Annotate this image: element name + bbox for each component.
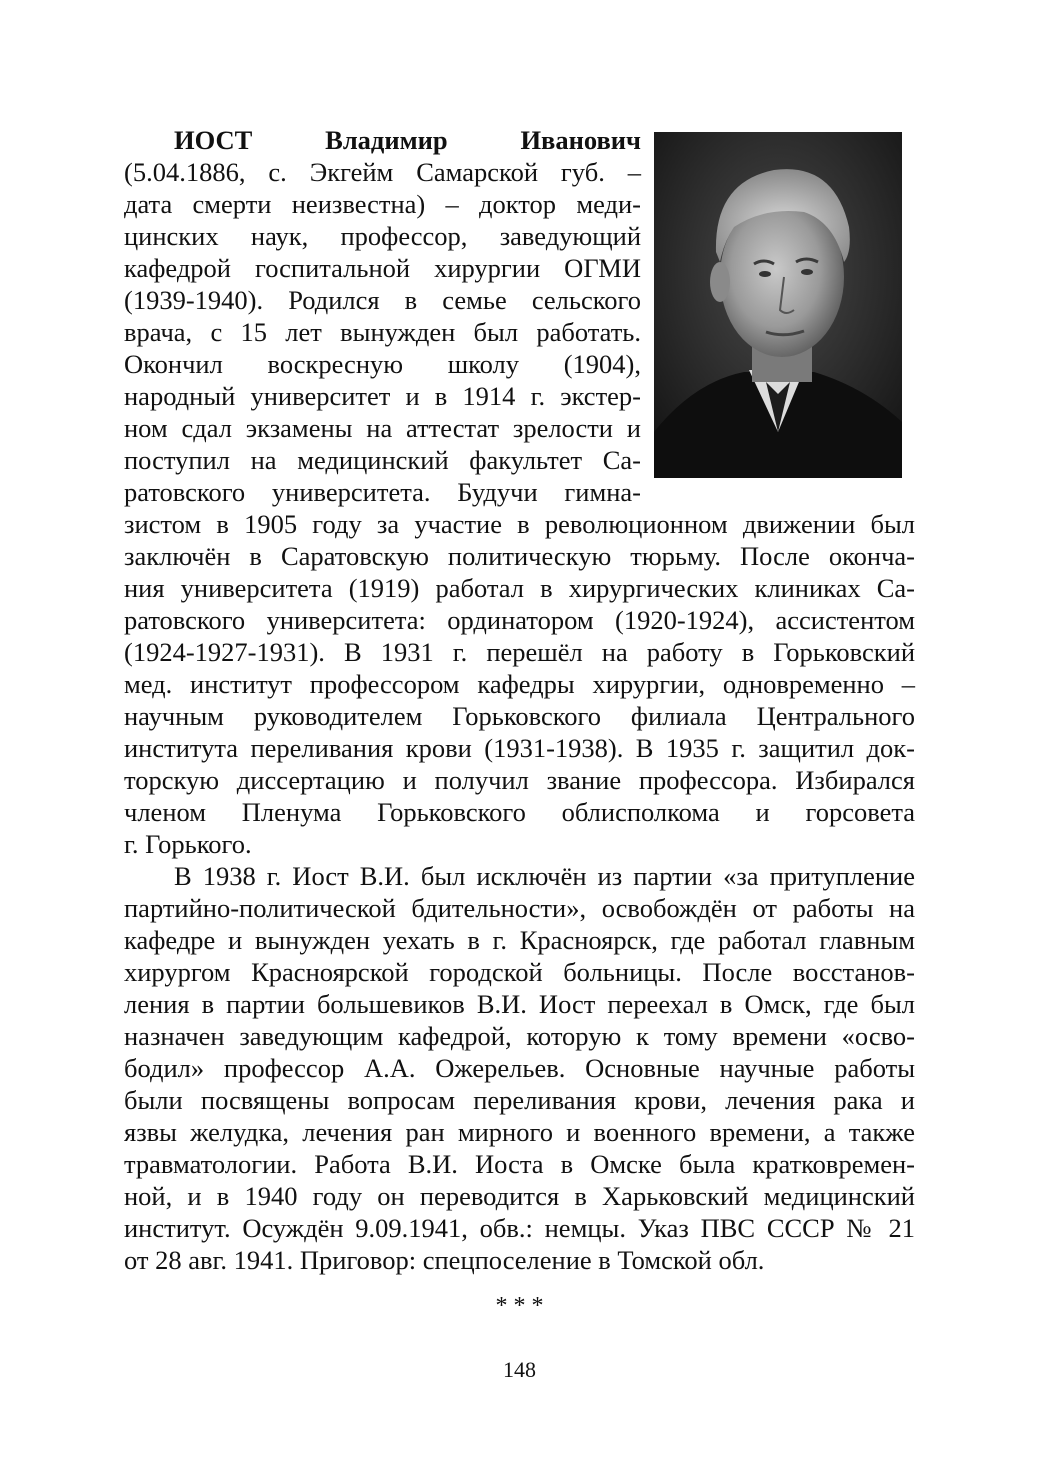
text-line: народный университет и в 1914 г. экстер- [124, 381, 641, 411]
heading-patronymic: Иванович [520, 125, 641, 155]
text-line: травматологии. Работа В.И. Иоста в Омске была кратковремен- [124, 1149, 915, 1179]
text-line: ном сдал экзамены на аттестат зрелости и [124, 413, 641, 443]
text-line: партийно-политической бдительности», освобождён от работы на [124, 893, 915, 923]
section-separator: * * * [495, 1293, 544, 1319]
text-line: г. Горького. [124, 829, 252, 859]
heading-surname: ИОСТ [174, 125, 253, 155]
portrait-image [654, 132, 902, 478]
text-line: ной, и в 1940 году он переводится в Харьковский медицинский [124, 1181, 915, 1211]
text-line: института переливания крови (1931-1938). В 1935 г. защитил док- [124, 733, 915, 763]
text-line: от 28 авг. 1941. Приговор: спецпоселение в Томской обл. [124, 1245, 765, 1275]
text-line: заключён в Саратовскую политическую тюрьму. После оконча- [124, 541, 915, 571]
portrait-photo [654, 132, 902, 478]
text-line: ления в партии большевиков В.И. Иост переехал в Омск, где был [124, 989, 915, 1019]
text-line: ратовского университета: ординатором (1920-1924), ассистентом [124, 605, 915, 635]
text-line: врача, с 15 лет вынужден был работать. [124, 317, 641, 347]
text-line: зистом в 1905 году за участие в революционном движении был [124, 509, 915, 539]
text-line: членом Пленума Горьковского облисполкома и горсовета [124, 797, 915, 827]
text-line: дата смерти неизвестна) – доктор меди- [124, 189, 641, 219]
text-line: были посвящены вопросам переливания крови, лечения рака и [124, 1085, 915, 1115]
page-number: 148 [503, 1357, 536, 1382]
text-line: поступил на медицинский факультет Са- [124, 445, 641, 475]
text-line: мед. институт профессором кафедры хирургии, одновременно – [124, 669, 915, 699]
text-line: хирургом Красноярской городской больницы. После восстанов- [124, 957, 915, 987]
text-line: (5.04.1886, с. Экгейм Самарской губ. – [124, 157, 641, 187]
biography-heading [124, 124, 641, 156]
text-line: кафедре и вынужден уехать в г. Красноярск, где работал главным [124, 925, 915, 955]
text-line: институт. Осуждён 9.09.1941, обв.: немцы. Указ ПВС СССР № 21 [124, 1213, 915, 1243]
heading-name: Владимир [325, 125, 448, 155]
text-line: ратовского университета. Будучи гимна- [124, 477, 641, 507]
text-line: кафедрой госпитальной хирургии ОГМИ [124, 253, 641, 283]
text-line: назначен заведующим кафедрой, которую к тому времени «осво- [124, 1021, 915, 1051]
text-line: (1939-1940). Родился в семье сельского [124, 285, 641, 315]
text-line: язвы желудка, лечения ран мирного и военного времени, а также [124, 1117, 915, 1147]
text-line: ния университета (1919) работал в хирургических клиниках Са- [124, 573, 915, 603]
text-line: (1924-1927-1931). В 1931 г. перешёл на работу в Горьковский [124, 637, 915, 667]
text-line: Окончил воскресную школу (1904), [124, 349, 641, 379]
text-line: бодил» профессор А.А. Ожерельев. Основные научные работы [124, 1053, 915, 1083]
text-line: В 1938 г. Иост В.И. был исключён из партии «за притупление [174, 861, 915, 891]
text-line: торскую диссертацию и получил звание профессора. Избирался [124, 765, 915, 795]
text-line: цинских наук, профессор, заведующий [124, 221, 641, 251]
text-line: научным руководителем Горьковского филиала Центрального [124, 701, 915, 731]
